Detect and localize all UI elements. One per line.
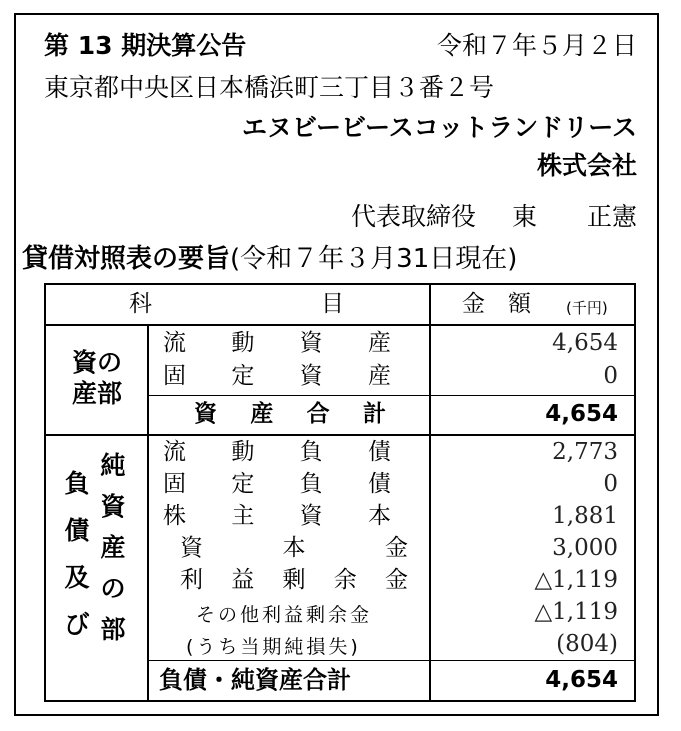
assets-total-divider: [147, 395, 634, 396]
liab-label-char: 負: [64, 469, 90, 498]
label-char: 利: [180, 567, 203, 593]
label-char: 合: [306, 401, 330, 427]
assets-label-line-1: 資の: [71, 348, 122, 377]
amount-column-divider: [429, 285, 431, 700]
liab-label-char: 債: [64, 516, 90, 545]
header-divider: [46, 324, 634, 326]
label-char: 動: [231, 439, 255, 465]
label-char: 資: [299, 330, 323, 356]
label-char: 流: [163, 439, 186, 465]
liab-label-char: 純: [100, 451, 126, 480]
label-char: 産: [367, 363, 391, 389]
header-item-2: 目: [321, 291, 344, 317]
label-char: 資: [180, 535, 203, 561]
assets-total-label: [194, 400, 386, 428]
label-char: 固: [163, 363, 186, 389]
assets-divider: [46, 434, 634, 436]
notice-title: 第 13 期決算公告: [44, 31, 247, 60]
label-char: 資: [194, 401, 217, 427]
liab-amount: △1,119: [534, 599, 618, 625]
liab-total-label: 負債・純資産合計: [159, 666, 351, 694]
label-char: 定: [231, 471, 255, 497]
balance-sheet-period: (令和７年３月31日現在): [230, 244, 518, 274]
label-char: 金: [385, 567, 408, 593]
liab-row-label: [163, 502, 391, 530]
title-row: [44, 31, 637, 61]
label-char: 資: [299, 503, 323, 529]
liab-amount: 1,881: [552, 503, 618, 529]
label-char: 剰: [282, 567, 306, 593]
label-char: 資: [299, 363, 323, 389]
assets-label-line-2: 産部: [71, 379, 122, 408]
label-char: 債: [367, 439, 391, 465]
label-char: 固: [163, 471, 186, 497]
liab-section-label-right: [96, 445, 130, 650]
liab-row-label: [163, 470, 391, 498]
liab-row-label: (うち当期純損失): [186, 636, 361, 658]
label-char: 株: [163, 503, 186, 529]
notice-date: 令和７年５月２日: [436, 31, 637, 60]
section-column-divider: [147, 326, 149, 700]
assets-section-label: [56, 347, 138, 409]
label-char: 産: [250, 401, 274, 427]
header-unit: (千円): [566, 299, 608, 317]
liab-total-amount: 4,654: [545, 667, 618, 693]
label-char: 定: [231, 363, 255, 389]
label-char: 本: [367, 503, 391, 529]
liab-label-char: 資: [100, 492, 126, 521]
asset-row-label: [163, 329, 391, 357]
label-char: 負: [299, 471, 323, 497]
liab-row-label: [180, 534, 408, 562]
liab-amount: 0: [603, 471, 618, 497]
label-char: 余: [333, 567, 357, 593]
liab-row-label: その他利益剰余金: [196, 604, 373, 626]
label-char: 債: [367, 471, 391, 497]
label-char: 負: [299, 439, 323, 465]
liab-amount: △1,119: [534, 567, 618, 593]
liab-amount: 2,773: [552, 439, 618, 465]
liab-label-char: び: [64, 610, 90, 639]
asset-row-label: [163, 362, 391, 390]
liab-label-char: 及: [64, 563, 90, 592]
assets-total-amount: 4,654: [545, 401, 618, 427]
balance-sheet-heading: [22, 244, 517, 274]
balance-sheet-table: [44, 283, 636, 702]
liab-amount: (804): [556, 631, 618, 657]
label-char: 動: [231, 330, 255, 356]
liab-row-label: [180, 566, 408, 594]
label-char: 益: [231, 567, 255, 593]
label-char: 流: [163, 330, 186, 356]
representative-row: [351, 202, 637, 232]
liab-label-char: 産: [100, 533, 126, 562]
label-char: 計: [362, 401, 386, 427]
header-amount: 金 額: [462, 291, 531, 317]
representative-name: 東 正憲: [511, 202, 637, 231]
liab-row-label: [163, 438, 391, 466]
company-address: 東京都中央区日本橋浜町三丁目３番２号: [44, 73, 495, 102]
asset-amount: 4,654: [552, 330, 618, 356]
liab-amount: 3,000: [552, 535, 618, 561]
liab-label-char: 部: [100, 615, 126, 644]
label-char: 産: [367, 330, 391, 356]
representative-title: 代表取締役: [350, 202, 476, 231]
company-name: エヌビービースコットランドリース: [241, 113, 637, 142]
company-type: 株式会社: [536, 151, 637, 180]
liab-section-label-left: [60, 460, 94, 648]
asset-amount: 0: [603, 363, 618, 389]
balance-sheet-title: 貸借対照表の要旨: [22, 244, 231, 274]
label-char: 主: [231, 503, 255, 529]
liab-label-char: の: [100, 574, 126, 603]
label-char: 金: [385, 535, 408, 561]
label-char: 本: [282, 535, 306, 561]
header-item-1: 科: [129, 291, 152, 317]
